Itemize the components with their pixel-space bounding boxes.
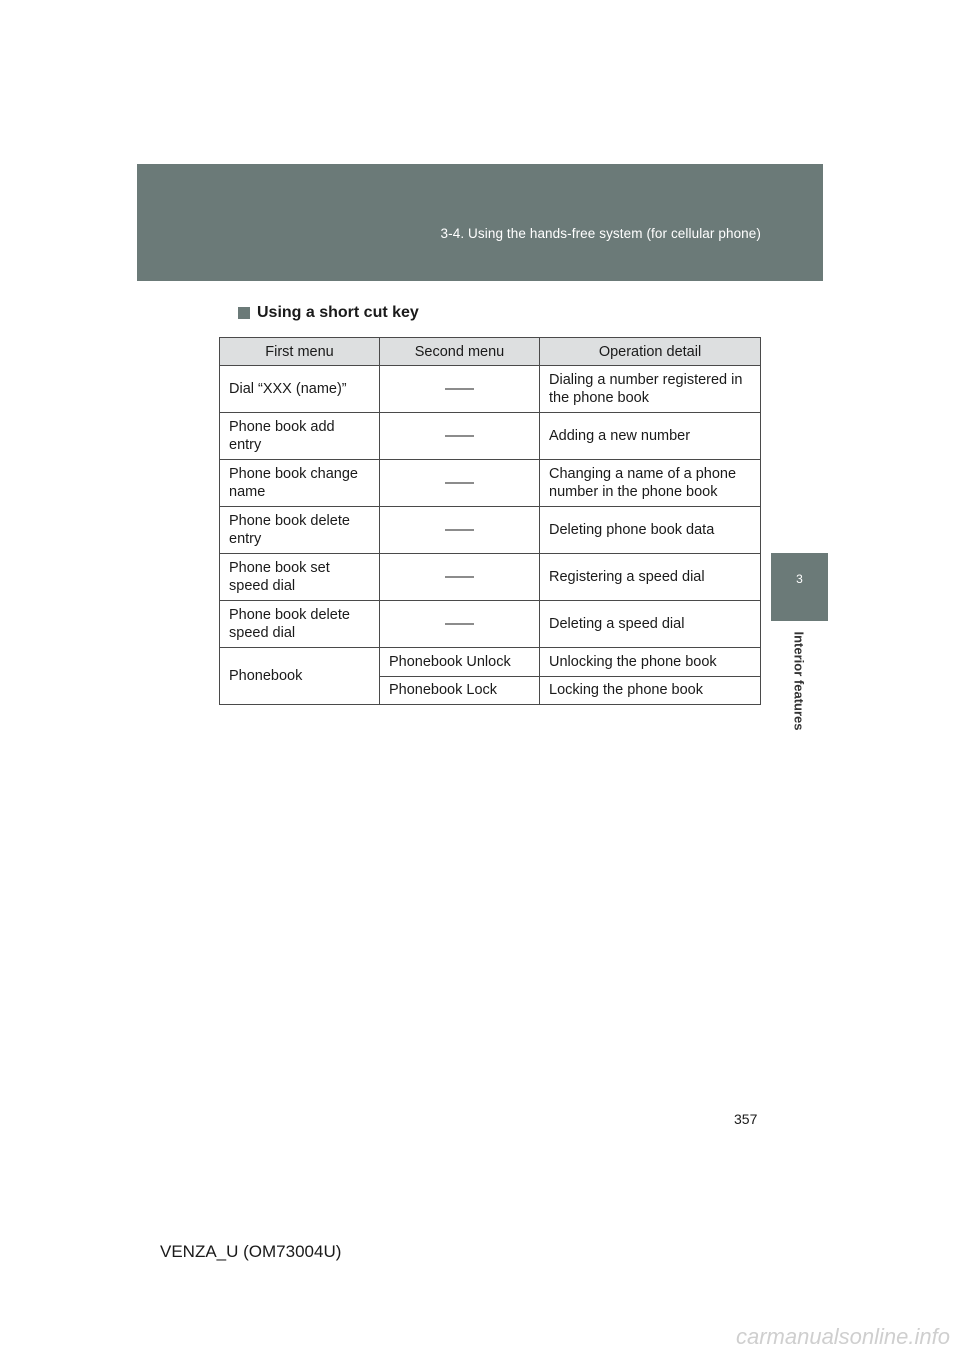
column-header-first-menu: First menu <box>220 338 380 366</box>
operation-detail-cell: Registering a speed dial <box>540 554 761 601</box>
chapter-label <box>792 630 806 732</box>
second-menu-cell: —— <box>380 413 540 460</box>
table-row <box>220 413 761 460</box>
table-row <box>220 601 761 648</box>
second-menu-cell: —— <box>380 601 540 648</box>
second-menu-cell: —— <box>380 460 540 507</box>
watermark-text: carmanualsonline.info <box>735 1324 950 1349</box>
second-menu-cell: —— <box>380 366 540 413</box>
first-menu-cell: Phone book delete speed dial <box>220 601 380 648</box>
document-code: VENZA_U (OM73004U) <box>160 1242 342 1261</box>
operation-detail-cell: Locking the phone book <box>540 676 761 705</box>
section-title: 3-4. Using the hands-free system (for cellular phone) <box>440 226 761 241</box>
operation-detail-cell: Dialing a number registered in the phone book <box>540 366 761 413</box>
operation-detail-cell: Deleting phone book data <box>540 507 761 554</box>
page-number: 357 <box>734 1111 758 1127</box>
first-menu-cell: Phone book set speed dial <box>220 554 380 601</box>
operation-detail-cell: Changing a name of a phone number in the phone book <box>540 460 761 507</box>
table-row <box>220 648 761 677</box>
operation-detail-cell: Unlocking the phone book <box>540 648 761 677</box>
column-header-second-menu: Second menu <box>380 338 540 366</box>
first-menu-cell: Phone book delete entry <box>220 507 380 554</box>
first-menu-cell-phonebook: Phonebook <box>220 648 380 705</box>
first-menu-cell: Phone book change name <box>220 460 380 507</box>
table-row <box>220 366 761 413</box>
table-row <box>220 554 761 601</box>
section-heading-text: Using a short cut key <box>257 304 419 321</box>
first-menu-cell: Dial “XXX (name)” <box>220 366 380 413</box>
shortcut-table <box>219 337 761 705</box>
operation-detail-cell: Adding a new number <box>540 413 761 460</box>
chapter-label-text: Interior features <box>791 631 807 731</box>
table-header-row <box>220 338 761 366</box>
second-menu-cell: Phonebook Unlock <box>380 648 540 677</box>
square-bullet-icon <box>238 307 250 319</box>
section-heading <box>238 304 419 322</box>
second-menu-cell: Phonebook Lock <box>380 676 540 705</box>
first-menu-cell: Phone book add entry <box>220 413 380 460</box>
second-menu-cell: —— <box>380 507 540 554</box>
header-band <box>137 164 823 281</box>
chapter-number: 3 <box>796 572 803 586</box>
table-row <box>220 460 761 507</box>
chapter-tab <box>771 553 828 621</box>
second-menu-cell: —— <box>380 554 540 601</box>
column-header-operation-detail: Operation detail <box>540 338 761 366</box>
table-row <box>220 507 761 554</box>
operation-detail-cell: Deleting a speed dial <box>540 601 761 648</box>
